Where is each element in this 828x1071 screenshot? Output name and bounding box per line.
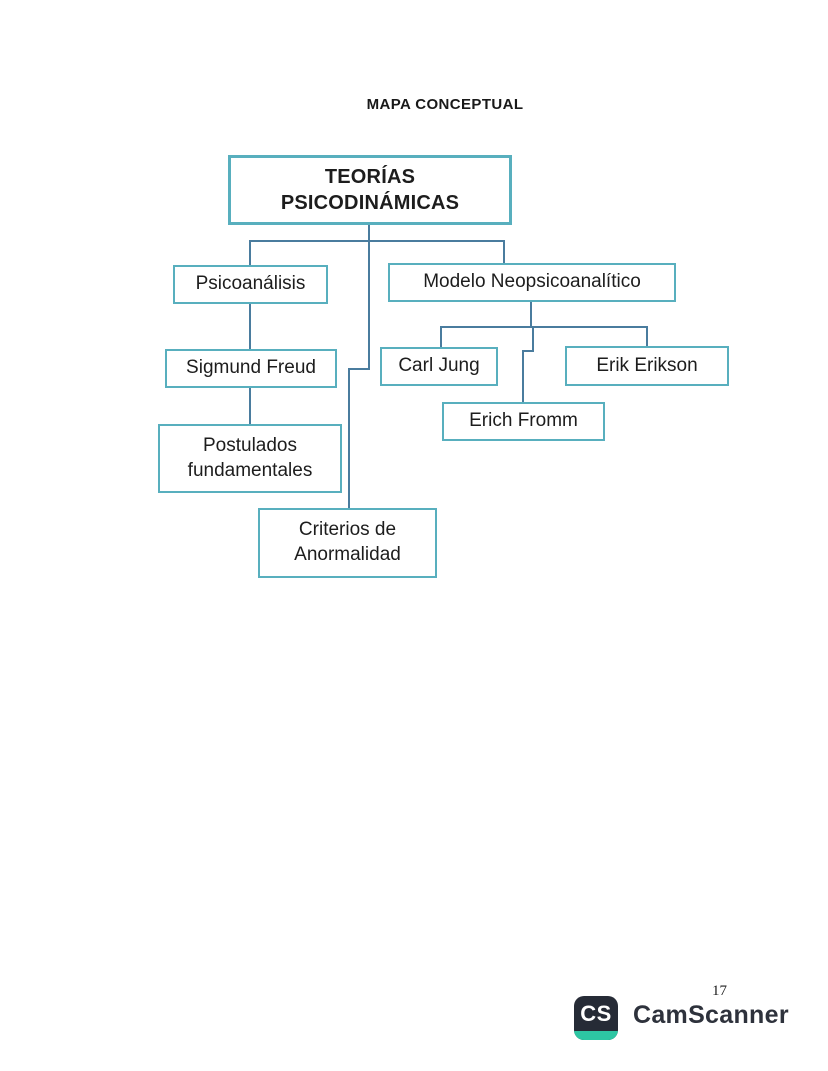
camscanner-logo-icon (574, 996, 618, 1040)
camscanner-brand-text: CamScanner (633, 1001, 789, 1029)
node-label: Sigmund Freud (186, 357, 316, 379)
connector-psicoanalisis-freud (249, 304, 251, 350)
connector-modelo-stem (530, 301, 532, 328)
connector-freud-postulados (249, 388, 251, 425)
node-erik-erikson (565, 346, 729, 386)
connector-root-to-criterios-upper (368, 225, 370, 370)
connector-drop-modelo (503, 240, 505, 264)
node-postulados-fundamentales (158, 424, 342, 493)
node-root-label-line2: PSICODINÁMICAS (280, 192, 460, 214)
node-sigmund-freud (165, 349, 337, 388)
node-label: Erik Erikson (596, 354, 698, 376)
node-label: Carl Jung (398, 355, 480, 377)
node-modelo-neopsicoanalitico (388, 263, 676, 302)
page-title: MAPA CONCEPTUAL (366, 96, 524, 113)
camscanner-logo-accent-band (574, 1031, 618, 1040)
connector-fromm-lower (522, 350, 524, 403)
connector-drop-psicoanalisis (249, 240, 251, 266)
connector-modelo-branch-horizontal (440, 326, 648, 328)
node-label: Criterios de Anormalidad (294, 519, 401, 565)
connector-root-to-criterios-lower (348, 368, 350, 509)
page-number: 17 (712, 983, 727, 999)
node-label: Psicoanálisis (195, 273, 306, 295)
node-teorias-psicodinamicas (228, 155, 512, 225)
node-carl-jung (380, 347, 498, 386)
connector-fromm-upper (532, 326, 534, 352)
node-criterios-de-anormalidad (258, 508, 437, 578)
connector-drop-jung (440, 326, 442, 348)
node-label: Erich Fromm (469, 410, 578, 432)
node-label: Modelo Neopsicoanalítico (423, 271, 641, 293)
connector-drop-erikson (646, 326, 648, 347)
node-psicoanalisis (173, 265, 328, 304)
connector-root-branch-horizontal (249, 240, 505, 242)
node-erich-fromm (442, 402, 605, 441)
connector-criterios-elbow (348, 368, 370, 370)
node-label: Postulados fundamentales (187, 434, 313, 481)
node-root-label-line1: TEORÍAS (324, 166, 416, 188)
camscanner-logo-letters: CS (580, 1001, 612, 1026)
